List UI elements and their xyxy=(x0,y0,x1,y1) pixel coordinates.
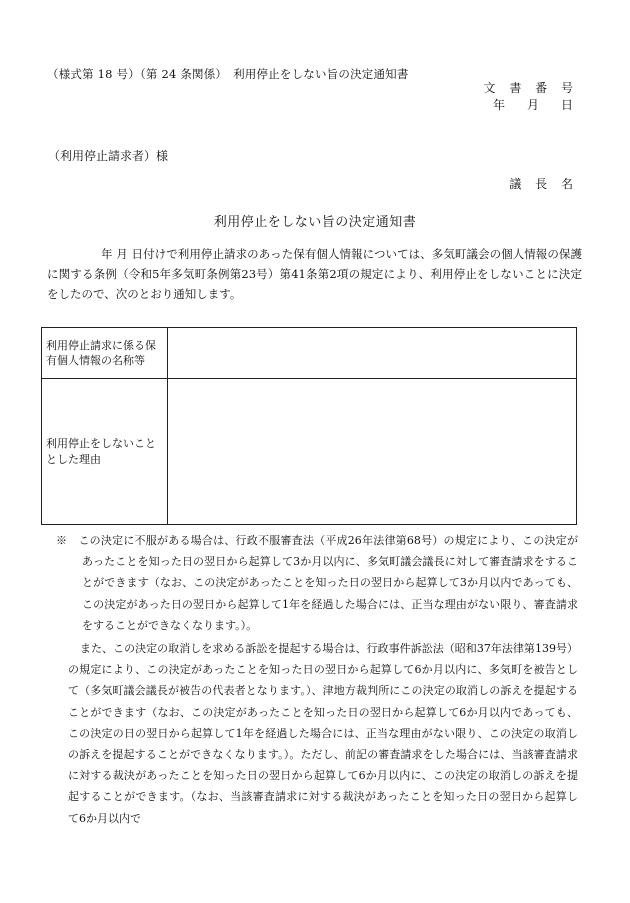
row-value-reason xyxy=(168,379,577,525)
doc-number: 文 書 番 号 xyxy=(483,81,578,95)
appeal-notice xyxy=(56,530,578,829)
row-value-info-name xyxy=(168,328,577,379)
notice-paragraph-2: また、この決定の取消しを求める訴訟を提起する場合は、行政事件訴訟法（昭和37年法律第139号）の規定により、この決定があったことを知った日の翌日から起算して6か月以内に、多気町を被告として（多気町議会議長が被告の代表者となります。）、津地方裁判所にこの決定の取消しの訴えを提起することができます（なお、この決定があったことを知った日の翌日から起算して6か月以内であっても、この決定の日の翌日から起算して1年を経過した場合には、正当な理由がない限り、この決定の取消しの訴えを提起することができなくなります。）。ただし、前記の審査請求をした場合には、当該審査請求に対する裁決があったことを知った日の翌日から起算して6か月以内に、この決定の取消しの訴えを提起することができます。（なお、当該審査請求に対する裁決があったことを知った日の翌日から起算して6か月以内で xyxy=(68,642,578,825)
form-label: （様式第 18 号）（第 24 条関係） 利用停止をしない旨の決定通知書 xyxy=(47,67,409,81)
page-title: 利用停止をしない旨の決定通知書 xyxy=(213,215,417,230)
table-row xyxy=(42,328,577,379)
issuer-name: 議 長 名 xyxy=(509,177,578,191)
row-label-info-name: 利用停止請求に係る保有個人情報の名称等 xyxy=(42,328,168,379)
doc-meta xyxy=(484,80,578,114)
recipient: （利用停止請求者）様 xyxy=(48,149,169,163)
info-table xyxy=(41,327,577,525)
doc-date: 年 月 日 xyxy=(492,98,578,112)
intro-paragraph: 年 月 日付けで利用停止請求のあった保有個人情報については、多気町議会の個人情報の保護に関する条例（令和5年多気町条例第23号）第41条第2項の規定により、利用停止をしないことに決定をしたので、次のとおり通知します。 xyxy=(47,247,582,301)
row-label-reason: 利用停止をしないこととした理由 xyxy=(42,379,168,525)
table-row xyxy=(42,379,577,525)
notice-paragraph-1: ※ この決定に不服がある場合は、行政不服審査法（平成26年法律第68号）の規定により、この決定があったことを知った日の翌日から起算して3か月以内に、多気町議会議長に対して審査請求をすることができます（なお、この決定があったことを知った日の翌日から起算して3か月以内であっても、この決定があった日の翌日から起算して1年を経過した場合には、正当な理由がない限り、審査請求をすることができなくなります。）。 xyxy=(56,534,578,632)
